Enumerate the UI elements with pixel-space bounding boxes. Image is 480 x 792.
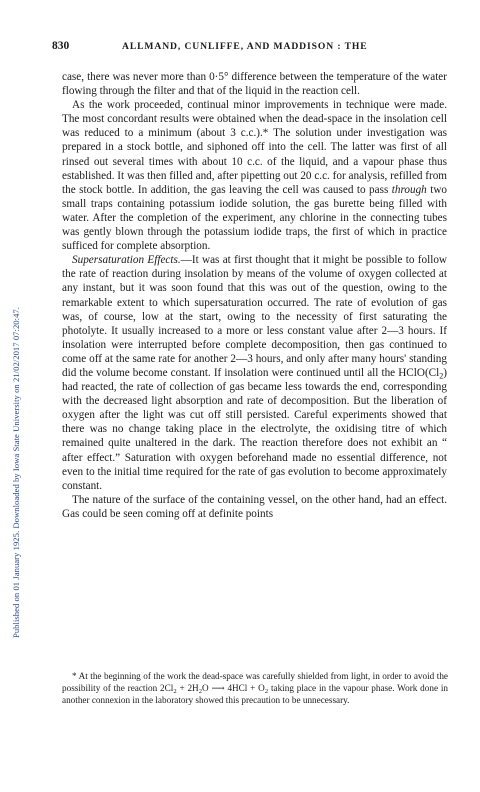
paragraph-4-text: The nature of the surface of the containing vessel, on the other hand, had an effect. Gas could be seen coming off at definite points bbox=[62, 493, 447, 520]
paragraph-3 bbox=[62, 253, 447, 493]
paragraph-3-subscript: 2 bbox=[439, 371, 444, 381]
publication-sidebar-text: Published on 01 January 1925. Downloaded by Iowa State University on 21/02/2017 07:20:47. bbox=[11, 307, 21, 638]
page-number: 830 bbox=[52, 40, 70, 52]
footnote-text-d: taking place in the vapour phase. Work done in another connexion in the laboratory showed this precaution to be unnecessary. bbox=[62, 682, 448, 705]
footnote-subscript-2: 2 bbox=[198, 687, 202, 695]
publication-sidebar-note bbox=[1, 78, 21, 638]
article-body bbox=[62, 70, 447, 521]
paragraph-1 bbox=[62, 70, 447, 98]
footnote-text-b: + 2H bbox=[176, 682, 199, 693]
footnote-text-c: O ⟶ 4HCl + O bbox=[202, 682, 265, 693]
footnote-text bbox=[62, 671, 448, 707]
section-heading-supersaturation: Supersaturation Effects. bbox=[72, 254, 181, 267]
footnote bbox=[62, 671, 448, 707]
running-head: ALLMAND, CUNLIFFE, AND MADDISON : THE bbox=[122, 41, 368, 52]
paragraph-2-italic: through bbox=[391, 183, 427, 196]
paragraph-3-text-b: ) had reacted, the rate of collection of gas became less towards the end, corresponding with the decreased light absorption and rate of decomposition. But the liberation of oxygen after the light was cut off still persisted. Careful experiments showed that there was no change taking place in the electrolyte, the oxidising titre of which remained quite unaltered in the dark. The reaction therefore does not exhibit an “ after effect.” Saturation with oxygen beforehand made no essential difference, not even to the initial time required for the rate of gas evolution to become approximately constant. bbox=[62, 366, 447, 492]
paragraph-1-text: case, there was never more than 0·5° difference between the temperature of the water flowing through the filter and that of the liquid in the reaction cell. bbox=[62, 71, 447, 98]
footnote-subscript-1: 2 bbox=[173, 687, 177, 695]
paragraph-2 bbox=[62, 98, 447, 253]
page-header bbox=[52, 40, 454, 54]
paragraph-2-text-a: As the work proceeded, continual minor improvements in technique were made. The most concordant results were obtained when the dead-space in the insolation cell was reduced to a minimum (about 3 c.c.).* The solution under investigation was prepared in a stock bottle, and siphoned off into the cell. The latter was first of all rinsed out several times with about 10 c.c. of the liquid, and a vapour phase thus established. It was then filled and, after pipetting out 20 c.c. for analysis, refilled from the stock bottle. In addition, the gas leaving the cell was caused to pass bbox=[62, 99, 447, 196]
footnote-text-a: * At the beginning of the work the dead-space was carefully shielded from light, in order to avoid the possibility of the reaction 2Cl bbox=[62, 671, 448, 693]
paragraph-2-text-b: two small traps containing potassium iodide solution, the gas burette being filled with water. After the completion of the experiment, any chlorine in the connecting tubes was gently blown through the potassium iodide traps, the first of which in practice sufficed for complete absorption. bbox=[62, 183, 448, 253]
footnote-subscript-3: 2 bbox=[264, 687, 269, 695]
paragraph-3-text-a: —It was at first thought that it might be possible to follow the rate of reaction during insolation by means of the volume of oxygen collected at any instant, but it was soon found that this was out of the question, owing to the remarkable extent to which supersaturation occurred. The rate of evolution of gas was, of course, low at the start, owing to the necessity of first saturating the photolyte. It usually increased to a more or less constant value after 2—3 hours. If insolation were interrupted before complete decomposition, then gas continued to come off at the same rate for another 2—3 hours, and only after many hours' standing did the volume become constant. If insolation were continued until all the HClO(Cl bbox=[62, 254, 447, 379]
paragraph-4 bbox=[62, 493, 447, 521]
